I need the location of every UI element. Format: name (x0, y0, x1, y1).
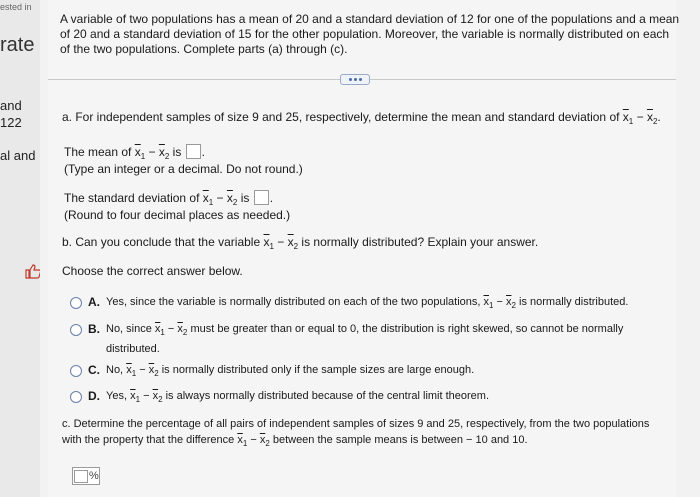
expand-more-button[interactable] (340, 74, 370, 85)
sd-answer-input[interactable] (254, 190, 269, 205)
option-a-radio[interactable] (70, 297, 82, 309)
choose-instruction: Choose the correct answer below. (62, 264, 243, 278)
option-d-radio[interactable] (70, 391, 82, 403)
percent-answer-input[interactable] (74, 470, 88, 483)
option-a-text[interactable]: Yes, since the variable is normally distributed on each of the two populations, $\overline{x}_1 - \overline{x}_2$ is normally distributed. (106, 296, 629, 310)
sidebar-text-fragment: ested in (0, 2, 32, 12)
option-c-text[interactable]: No, $\overline{x}_1 - \overline{x}_2$ is normally distributed only if the sample sizes are large enough. (106, 364, 475, 378)
left-sidebar-fragment (0, 0, 40, 497)
option-b-letter: B. (88, 322, 100, 336)
percent-sign: % (89, 470, 99, 482)
sd-hint: (Round to four decimal places as needed.) (64, 208, 291, 222)
question-intro: A variable of two populations has a mean of 20 and a standard deviation of 12 for one of the populations and a mean of 20 and a standard deviation of 15 for the other population. Moreover, the variable is normally distributed on each of the two populations. Complete parts (a) through (c). (60, 12, 680, 56)
dot-icon (359, 78, 362, 81)
option-b-radio[interactable] (70, 324, 82, 336)
mean-answer-input[interactable] (186, 144, 201, 159)
option-b-text[interactable]: No, since $\overline{x}_1 - \overline{x}_2$ must be greater than or equal to 0, the distribution is right skewed, so cannot be normally (106, 323, 624, 337)
sidebar-text-fragment: 122 (0, 115, 22, 130)
dot-icon (354, 78, 357, 81)
option-a-letter: A. (88, 295, 100, 309)
question-panel (48, 0, 680, 497)
option-c-letter: C. (88, 363, 100, 377)
option-d-letter: D. (88, 389, 100, 403)
expr-x1-minus-x2: $\overline{x}_1 - \overline{x}_2$ (622, 110, 658, 126)
option-c-radio[interactable] (70, 365, 82, 377)
dot-icon (349, 78, 352, 81)
sidebar-text-fragment: al and (0, 148, 36, 163)
part-b-prompt: b. Can you conclude that the variable $\overline{x}_1 - \overline{x}_2$ is normally distributed? Explain your answer. (62, 235, 539, 251)
part-c-prompt-continued: with the property that the difference $\overline{x}_1 - \overline{x}_2$ between the sample means is between − 10 and 10. (62, 434, 528, 448)
sidebar-text-fragment: and (0, 98, 22, 113)
question-area (40, 0, 700, 497)
mean-hint: (Type an integer or a decimal. Do not round.) (64, 162, 303, 176)
sd-line: The standard deviation of $\overline{x}_1 - \overline{x}_2$ is . (64, 191, 274, 207)
option-d-text[interactable]: Yes, $\overline{x}_1 - \overline{x}_2$ is always normally distributed because of the central limit theorem. (106, 390, 490, 404)
thumbs-up-icon[interactable] (24, 263, 40, 279)
sidebar-text-fragment: rate (0, 34, 35, 56)
part-c-prompt: c. Determine the percentage of all pairs of independent samples of sizes 9 and 25, respectively, from the two populations (62, 418, 650, 430)
mean-line: The mean of $\overline{x}_1 - \overline{x}_2$ is . (64, 145, 206, 161)
option-b-text-continued[interactable]: distributed. (106, 343, 160, 355)
part-a-prompt: a. For independent samples of size 9 and 25, respectively, determine the mean and standard deviation of $\overline{x}_1 - \overline{x}_2$. (62, 110, 661, 126)
